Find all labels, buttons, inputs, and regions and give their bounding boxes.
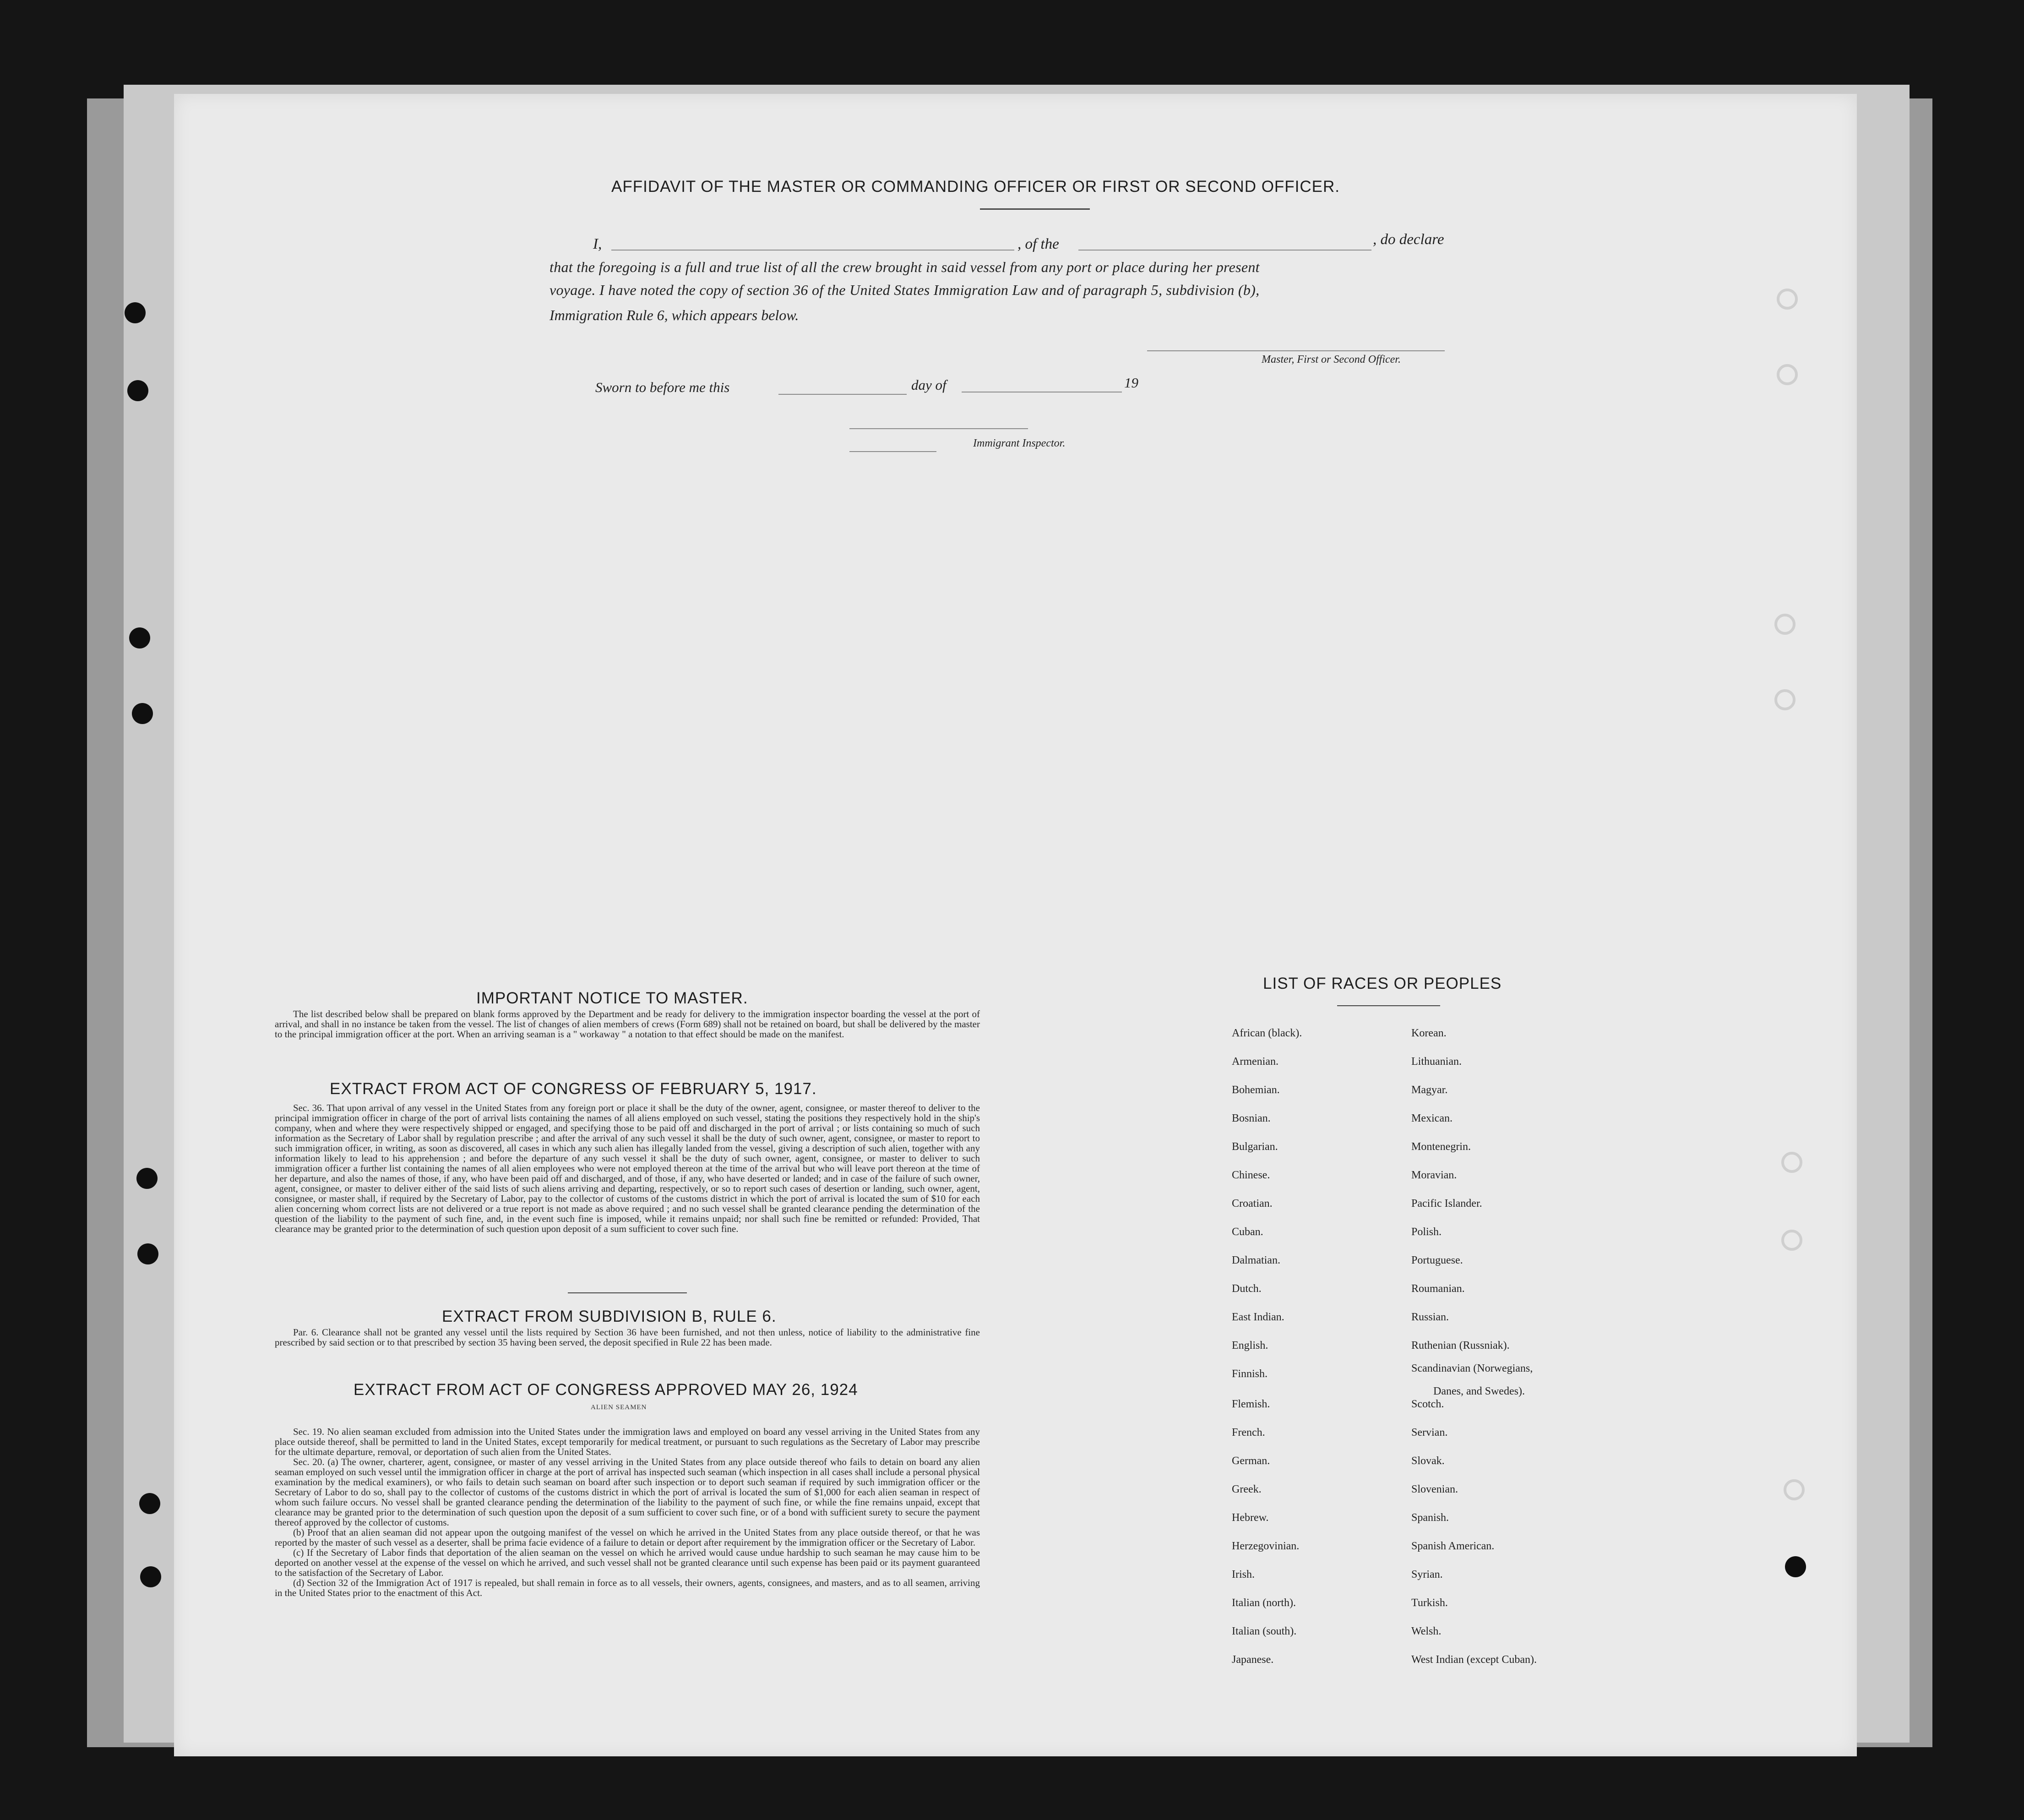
sworn-day-blank[interactable]	[778, 394, 907, 395]
inspector-signature-blank-2[interactable]	[849, 451, 936, 452]
race-item: Italian (north).	[1232, 1597, 1296, 1609]
inspector-caption: Immigrant Inspector.	[973, 437, 1066, 449]
master-signature-blank[interactable]	[1147, 350, 1445, 351]
master-caption: Master, First or Second Officer.	[1262, 354, 1401, 365]
affidavit-line-4: Immigration Rule 6, which appears below.	[550, 307, 799, 323]
race-item: Flemish.	[1232, 1398, 1270, 1410]
race-item: Bulgarian.	[1232, 1141, 1278, 1153]
race-item: Polish.	[1411, 1226, 1442, 1238]
race-item: Portuguese.	[1411, 1254, 1463, 1266]
race-item: German.	[1232, 1455, 1270, 1467]
sec-20d-paragraph: (d) Section 32 of the Immigration Act of 1917 is repealed, but shall remain in force as to all vessels, their owners, agents, consignees, and masters, and as to all seamen, arriving in the United States prior to the enactment of this Act.	[275, 1577, 980, 1598]
race-item: Magyar.	[1411, 1084, 1448, 1096]
race-item: Welsh.	[1411, 1625, 1442, 1637]
sworn-text: Sworn to before me this	[595, 379, 730, 395]
year-prefix: 19	[1124, 375, 1138, 391]
binder-hole	[139, 1493, 160, 1514]
sec-20b-paragraph: (b) Proof that an alien seaman did not appear upon the outgoing manifest of the vessel on which he arrived in the United States from any place outside thereof, or that he was reported by the master of such vessel as a deserter, shall be prima facie evidence of a failure to detain or deport after requirement by the immigration officer or the Secretary of Labor.	[275, 1527, 980, 1548]
race-item: Chinese.	[1232, 1169, 1270, 1181]
binder-hole	[1777, 364, 1798, 385]
binder-hole	[140, 1566, 161, 1587]
vessel-blank[interactable]	[1078, 250, 1371, 251]
race-item: Bohemian.	[1232, 1084, 1280, 1096]
race-item: West Indian (except Cuban).	[1411, 1654, 1537, 1666]
race-item: Mexican.	[1411, 1112, 1453, 1124]
sec-19-paragraph: Sec. 19. No alien seaman excluded from admission into the United States under the immigration laws and employed on board any vessel arriving in the United States from any place outside thereof, shall be permitted to land in the United States, except temporarily for medical treatment, or pursuant to such regulations as the Secretary of Labor may prescribe for the ultimate departure, removal, or deportation of such alien from the United States.	[275, 1426, 980, 1457]
affidavit-line-3: voyage. I have noted the copy of section 36 of the United States Immigration Law and of paragraph 5, subdivision (b),	[550, 282, 1260, 298]
race-item: Finnish.	[1232, 1368, 1268, 1380]
affidavit-i: I,	[593, 236, 602, 252]
race-item: Roumanian.	[1411, 1283, 1465, 1295]
extract-1924-title: EXTRACT FROM ACT OF CONGRESS APPROVED MAY 26, 1924	[354, 1381, 858, 1399]
race-item: Herzegovinian.	[1232, 1540, 1300, 1552]
title-underline	[980, 208, 1090, 210]
races-title: LIST OF RACES OR PEOPLES	[1263, 975, 1502, 992]
race-item: Italian (south).	[1232, 1625, 1297, 1637]
notice-title: IMPORTANT NOTICE TO MASTER.	[476, 989, 748, 1007]
alien-seamen-subtitle: ALIEN SEAMEN	[591, 1404, 647, 1411]
binder-hole	[1781, 1152, 1802, 1173]
race-item: Korean.	[1411, 1027, 1447, 1039]
sec-20c-paragraph: (c) If the Secretary of Labor finds that deportation of the alien seaman on the vessel on which he arrived would cause undue hardship to such seaman he may cause him to be deported on another vessel at the expense of the vessel on which he arrived, and such vessel shall not be granted clearance until such expense has been paid or its payment guaranteed to the satisfaction of the Secretary of Labor.	[275, 1547, 980, 1578]
race-item: Danes, and Swedes).	[1433, 1385, 1525, 1397]
sec-20a-paragraph: Sec. 20. (a) The owner, charterer, agent, consignee, or master of any vessel arriving in the United States from any place outside thereof who fails to detain on board any alien seaman employed on such vessel until the immigration officer in charge at the port of arrival has inspected such seaman (which inspection in all cases shall include a personal physical examination by the medical examiners), or who fails to detain such seaman on board after such inspection or to deport such seaman if required by such immigration officer or the Secretary of Labor to do so, shall pay to the collector of customs of the customs district in which the port of arrival is located the sum of $1,000 for each alien seaman in respect of whom such failure occurs. No vessel shall be granted clearance pending the determination of the liability to the payment of such fine, or while the fine remains unpaid, except that clearance may be granted prior to the determination of such question upon the deposit of a sum sufficient to cover such fine, or of a bond with sufficient surety to secure the payment thereof approved by the collector of customs.	[275, 1456, 980, 1528]
race-item: Dutch.	[1232, 1283, 1262, 1295]
subdivision-title: EXTRACT FROM SUBDIVISION B, RULE 6.	[442, 1308, 777, 1325]
race-item: Hebrew.	[1232, 1512, 1269, 1524]
name-blank[interactable]	[611, 250, 1014, 251]
affidavit-title: AFFIDAVIT OF THE MASTER OR COMMANDING OFFICER OR FIRST OR SECOND OFFICER.	[611, 178, 1340, 196]
binder-hole	[1777, 289, 1798, 310]
binder-hole	[136, 1168, 158, 1189]
day-of-text: day of	[911, 377, 947, 393]
race-item: Montenegrin.	[1411, 1141, 1471, 1153]
race-item: Armenian.	[1232, 1056, 1279, 1068]
race-item: Turkish.	[1411, 1597, 1448, 1609]
sec-36-paragraph: Sec. 36. That upon arrival of any vessel in the United States from any foreign port or place it shall be the duty of the owner, agent, consignee, or master thereof to deliver to the principal immigration officer in charge of the port of arrival lists containing the names of all aliens employed on such vessel, stating the positions they respectively hold in the ship's company, when and where they were respectively shipped or engaged, and specifying those to be paid off and discharged in the port of arrival ; or lists containing so much of such information as the Secretary of Labor shall by regulation prescribe ; and after the arrival of any such vessel it shall be the duty of such owner, agent, consignee, or master to report to such immigration officer, in writing, as soon as discovered, all cases in which any such alien has illegally landed from the vessel, giving a description of such alien, together with any information likely to lead to his apprehension ; and before the departure of any such vessel it shall be the duty of such owner, agent, consignee, or master to deliver to such immigration officer a further list containing the names of all alien employees who were not employed thereon at the time of the arrival but who will leave port thereon at the time of her departure, and also the names of those, if any, who have been paid off and discharged, and of those, if any, who have deserted or landed; and in case of the failure of such owner, agent, consignee, or master to deliver either of the said lists of such aliens arriving and departing, respectively, or so to report such cases of desertion or landing, such owner, agent, consignee, or master shall, if required by the Secretary of Labor, pay to the collector of customs of the customs district in which the port of arrival is located the sum of $10 for each alien concerning whom correct lists are not delivered or a true report is not made as above required ; and no such vessel shall be granted clearance pending the determination of the question of the liability to the payment of such fine, and, in the event such fine is imposed, while it remains unpaid; nor shall such fine be remitted or refunded: Provided, That clearance may be granted prior to the determination of such question upon deposit of a sum sufficient to cover such fine.	[275, 1102, 980, 1234]
race-item: Bosnian.	[1232, 1112, 1271, 1124]
race-item: Spanish.	[1411, 1512, 1449, 1524]
binder-hole	[1785, 1556, 1806, 1577]
extract-1924-body	[275, 1427, 980, 1598]
race-item: Moravian.	[1411, 1169, 1457, 1181]
race-item: Russian.	[1411, 1311, 1449, 1323]
race-item: Syrian.	[1411, 1569, 1443, 1580]
race-item: Slovenian.	[1411, 1483, 1458, 1495]
subdivision-body	[275, 1327, 980, 1347]
race-item: French.	[1232, 1427, 1265, 1439]
race-item: Irish.	[1232, 1569, 1255, 1580]
notice-paragraph: The list described below shall be prepared on blank forms approved by the Department and be ready for delivery to the immigration inspector boarding the vessel at the port of arrival, and shall in no instance be taken from the vessel. The list of changes of alien members of crews (Form 689) shall not be retained on board, but shall be delivered by the master to the principal immigration officer at the port. When an arriving seaman is a " workaway " a notation to that effect should be made on the manifest.	[275, 1008, 980, 1040]
inspector-signature-blank[interactable]	[849, 428, 1028, 429]
race-item: Servian.	[1411, 1427, 1448, 1439]
race-item: Lithuanian.	[1411, 1056, 1462, 1068]
race-item: African (black).	[1232, 1027, 1302, 1039]
binder-hole	[1784, 1479, 1805, 1500]
race-item: East Indian.	[1232, 1311, 1284, 1323]
extract-1917-body	[275, 1103, 980, 1234]
extract-1917-title: EXTRACT FROM ACT OF CONGRESS OF FEBRUARY 5, 1917.	[330, 1080, 817, 1098]
races-underline	[1337, 1005, 1440, 1006]
binder-hole	[1781, 1230, 1802, 1251]
race-item: English.	[1232, 1340, 1268, 1351]
par-6-paragraph: Par. 6. Clearance shall not be granted any vessel until the lists required by Section 36 have been furnished, and not then unless, notice of liability to the administrative fine prescribed by said section or to that prescribed by section 35 having been served, the deposit specified in Rule 22 has been made.	[275, 1327, 980, 1348]
binder-hole	[129, 627, 150, 648]
race-item: Cuban.	[1232, 1226, 1263, 1238]
race-item: Scandinavian (Norwegians,	[1411, 1362, 1533, 1374]
binder-hole	[132, 703, 153, 724]
affidavit-declare: , do declare	[1373, 231, 1444, 248]
binder-hole	[127, 380, 148, 401]
section-divider	[568, 1292, 687, 1293]
notice-body	[275, 1009, 980, 1039]
binder-hole	[137, 1243, 158, 1264]
race-item: Greek.	[1232, 1483, 1262, 1495]
race-item: Dalmatian.	[1232, 1254, 1280, 1266]
race-item: Pacific Islander.	[1411, 1198, 1482, 1210]
race-item: Ruthenian (Russniak).	[1411, 1340, 1510, 1351]
race-item: Spanish American.	[1411, 1540, 1495, 1552]
race-item: Japanese.	[1232, 1654, 1274, 1666]
affidavit-of-the: , of the	[1017, 236, 1059, 252]
affidavit-line-2: that the foregoing is a full and true list of all the crew brought in said vessel from any port or place during her present	[550, 259, 1260, 275]
binder-hole	[1774, 614, 1795, 635]
binder-hole	[125, 302, 146, 323]
race-item: Slovak.	[1411, 1455, 1445, 1467]
race-item: Scotch.	[1411, 1398, 1444, 1410]
race-item: Croatian.	[1232, 1198, 1273, 1210]
binder-hole	[1774, 689, 1795, 710]
